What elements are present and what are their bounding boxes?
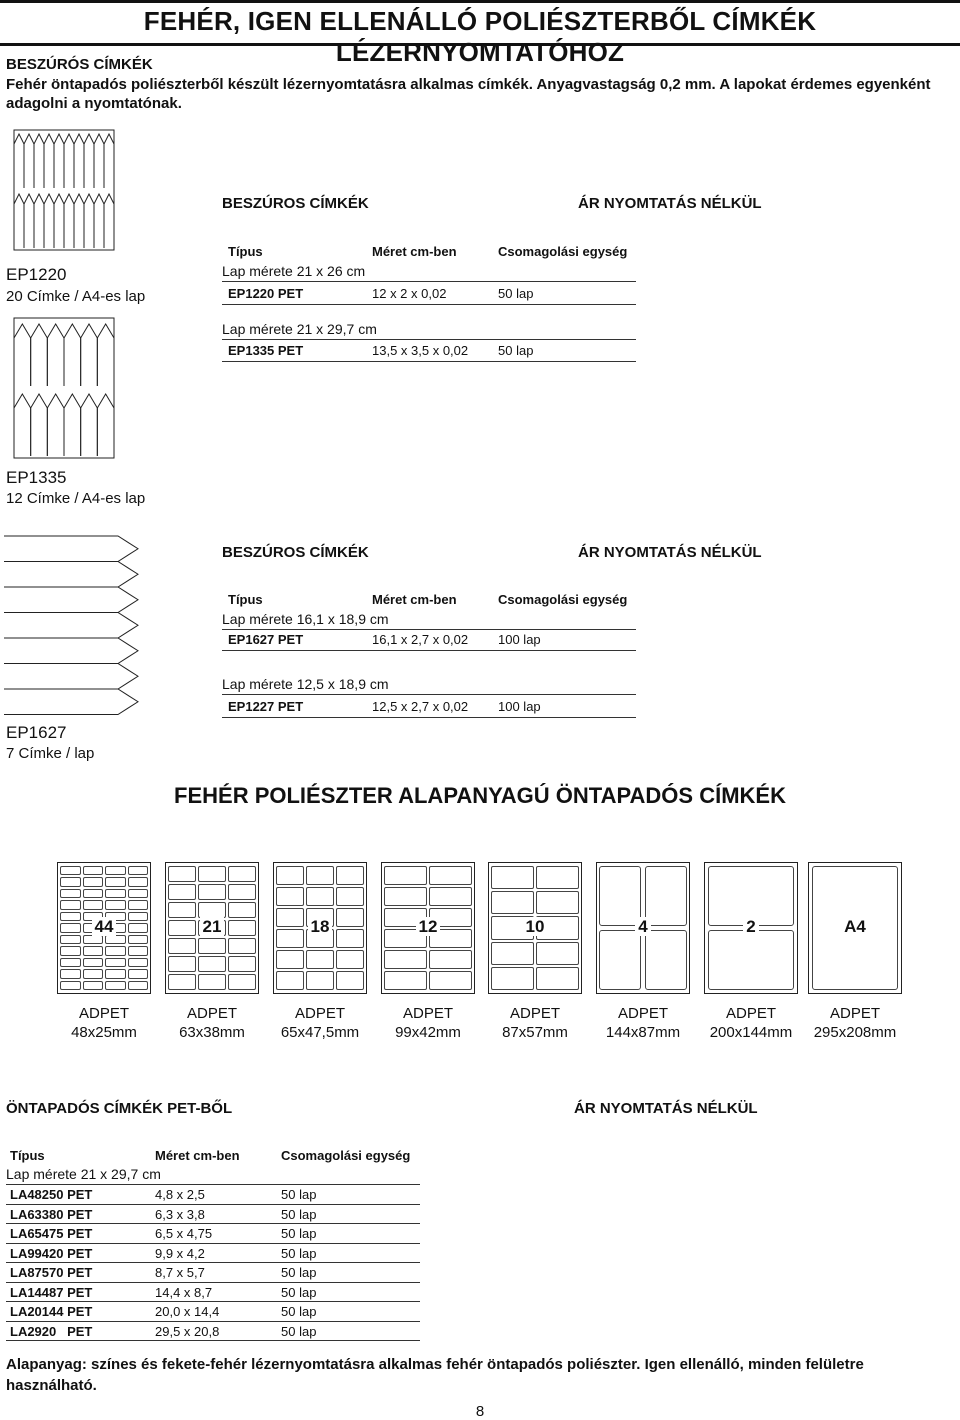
col-type: Típus xyxy=(10,1148,45,1163)
label-cell xyxy=(198,902,226,918)
label-cell xyxy=(60,877,81,886)
label-cell xyxy=(228,884,256,900)
format-name: ADPET xyxy=(294,1005,345,1022)
ep1627-sheet-illustration xyxy=(0,534,150,724)
label-sheet-5 xyxy=(488,862,582,994)
label-cell xyxy=(168,884,196,900)
label-cell xyxy=(306,971,334,990)
label-cell xyxy=(228,938,256,954)
tag-shape xyxy=(4,562,138,588)
section1-price-heading: ÁR NYOMTATÁS NÉLKÜL xyxy=(578,195,762,212)
intro-text: Fehér öntapadós poliészterből készült lézernyomtatásra alkalmas címkék. Anyagvastagság 0,2 mm. A lapokat érdemes egyenként adagolni a nyomtatónak. xyxy=(6,76,931,112)
divider xyxy=(6,1262,420,1263)
label-cell xyxy=(198,956,226,972)
product-size: 8,7 x 5,7 xyxy=(155,1265,205,1280)
label-count-text: 44 xyxy=(92,917,117,936)
label-cell xyxy=(429,950,472,969)
label-cell xyxy=(105,981,126,990)
label-cell xyxy=(384,971,427,990)
label-cell xyxy=(83,877,104,886)
format-name: ADPET xyxy=(617,1005,668,1022)
format-name: ADPET xyxy=(78,1005,129,1022)
sheet-size-note: Lap mérete 12,5 x 18,9 cm xyxy=(222,676,389,692)
tag-shape xyxy=(4,587,138,613)
label-cell xyxy=(384,866,427,885)
divider xyxy=(6,1301,420,1302)
format-size: 200x144mm xyxy=(709,1024,793,1041)
label-cell xyxy=(276,866,304,885)
section3-price-heading: ÁR NYOMTATÁS NÉLKÜL xyxy=(574,1100,758,1117)
label-cell xyxy=(536,942,579,965)
label-cell xyxy=(128,866,149,875)
label-sheet-1 xyxy=(57,862,151,994)
product-size: 20,0 x 14,4 xyxy=(155,1304,220,1319)
label-count xyxy=(162,917,262,937)
label-cell xyxy=(60,958,81,967)
label-cell xyxy=(105,900,126,909)
divider xyxy=(6,1340,420,1341)
ep1335-name: EP1335 xyxy=(6,468,67,487)
label-cell xyxy=(60,946,81,955)
label-count-text: 12 xyxy=(416,917,441,936)
format-name: ADPET xyxy=(509,1005,560,1022)
label-cell xyxy=(168,956,196,972)
divider xyxy=(222,717,636,718)
label-sheet-2 xyxy=(165,862,259,994)
product-size: 6,3 x 3,8 xyxy=(155,1206,205,1222)
product-code: EP1627 PET xyxy=(228,632,304,647)
label-cell xyxy=(306,866,334,885)
product-code: LA48250 PET xyxy=(10,1187,93,1202)
product-code: EP1220 PET xyxy=(228,286,304,301)
section3-heading: ÖNTAPADÓS CÍMKÉK PET-BŐL xyxy=(6,1100,233,1117)
col-size: Méret cm-ben xyxy=(155,1148,240,1163)
label-cell xyxy=(306,887,334,906)
label-cell xyxy=(708,930,794,990)
label-cell xyxy=(83,889,104,898)
footer-note: Alapanyag: színes és fekete-fehér lézernyomtatásra alkalmas fehér öntapadós poliészter. Igen ellenálló, minden felületre használható. xyxy=(6,1356,864,1394)
label-cell xyxy=(198,974,226,990)
label-cell xyxy=(60,866,81,875)
product-pack: 50 lap xyxy=(498,286,534,301)
product-size: 9,9 x 4,2 xyxy=(155,1245,205,1261)
product-code: LA99420 PET xyxy=(10,1245,93,1261)
label-cell xyxy=(168,938,196,954)
label-cell xyxy=(60,981,81,990)
ep1220-sub: 20 Címke / A4-es lap xyxy=(6,288,146,305)
page-title: FEHÉR, IGEN ELLENÁLLÓ POLIÉSZTERBŐL CÍMKÉK LÉZERNYOMTATÓHOZ xyxy=(143,6,817,67)
product-pack: 50 lap xyxy=(281,1284,317,1300)
label-cell xyxy=(429,887,472,906)
section1-heading: BESZÚROS CÍMKÉK xyxy=(222,195,369,212)
product-pack: 50 lap xyxy=(281,1323,317,1339)
divider xyxy=(222,694,636,695)
label-sheet-6 xyxy=(596,862,690,994)
label-cell xyxy=(83,981,104,990)
product-code: EP1227 PET xyxy=(228,699,304,714)
label-cell xyxy=(336,971,364,990)
divider xyxy=(222,339,636,340)
format-size: 295x208mm xyxy=(813,1024,897,1041)
product-code: LA63380 PET xyxy=(10,1206,93,1222)
ep1627-sub: 7 Címke / lap xyxy=(6,745,95,762)
label-sheet-3 xyxy=(273,862,367,994)
product-pack: 50 lap xyxy=(281,1265,317,1280)
label-cell xyxy=(128,889,149,898)
divider xyxy=(222,650,636,651)
label-cell xyxy=(83,958,104,967)
tag-shape xyxy=(4,689,138,715)
label-cell xyxy=(429,971,472,990)
label-cell xyxy=(105,958,126,967)
ep1220-name: EP1220 xyxy=(6,265,67,284)
label-cell xyxy=(336,950,364,969)
format-caption xyxy=(480,1004,590,1042)
format-caption xyxy=(157,1004,267,1042)
tag-shape xyxy=(4,664,138,690)
divider xyxy=(222,361,636,362)
format-name: ADPET xyxy=(402,1005,453,1022)
label-cell xyxy=(276,971,304,990)
label-cell xyxy=(128,958,149,967)
divider xyxy=(6,1223,420,1224)
label-cell xyxy=(60,969,81,978)
format-name: ADPET xyxy=(725,1005,776,1022)
label-cell xyxy=(83,969,104,978)
label-cell xyxy=(228,866,256,882)
label-count xyxy=(378,917,478,937)
product-code: LA87570 PET xyxy=(10,1265,93,1280)
product-pack: 100 lap xyxy=(498,632,541,647)
label-cell xyxy=(128,969,149,978)
format-caption xyxy=(265,1004,375,1042)
product-pack: 100 lap xyxy=(498,699,541,714)
section2-heading: BESZÚROS CÍMKÉK xyxy=(222,544,369,561)
col-size: Méret cm-ben xyxy=(372,244,457,259)
sheet-size-note: Lap mérete 21 x 29,7 cm xyxy=(222,321,377,337)
label-cell xyxy=(384,887,427,906)
divider xyxy=(6,1243,420,1244)
page-number: 8 xyxy=(475,1403,485,1420)
label-cell xyxy=(536,967,579,990)
format-caption xyxy=(588,1004,698,1042)
sheet-size-note: Lap mérete 21 x 26 cm xyxy=(222,263,366,279)
divider xyxy=(6,1282,420,1283)
ep1627-name: EP1627 xyxy=(6,723,67,742)
label-cell xyxy=(336,866,364,885)
product-size: 13,5 x 3,5 x 0,02 xyxy=(372,343,469,358)
label-cell xyxy=(491,866,534,889)
format-size: 87x57mm xyxy=(502,1024,568,1041)
label-cell xyxy=(536,866,579,889)
product-size: 29,5 x 20,8 xyxy=(155,1323,220,1339)
col-pack: Csomagolási egység xyxy=(281,1148,411,1163)
label-cell xyxy=(336,887,364,906)
label-cell xyxy=(83,866,104,875)
label-sheet-7 xyxy=(704,862,798,994)
divider xyxy=(222,281,636,282)
divider xyxy=(6,1321,420,1322)
label-count xyxy=(270,917,370,937)
formats-title: FEHÉR POLIÉSZTER ALAPANYAGÚ ÖNTAPADÓS CÍMKÉK xyxy=(174,783,786,808)
label-cell xyxy=(60,889,81,898)
label-cell xyxy=(228,974,256,990)
intro-heading: BESZÚRÓS CÍMKÉK xyxy=(6,56,153,73)
label-count-text: 2 xyxy=(743,917,758,936)
label-cell xyxy=(168,902,196,918)
format-name: ADPET xyxy=(829,1005,880,1022)
label-cell xyxy=(105,969,126,978)
label-cell xyxy=(128,946,149,955)
label-count-text: 18 xyxy=(308,917,333,936)
tag-shape xyxy=(4,613,138,639)
label-count xyxy=(805,917,905,937)
format-caption xyxy=(373,1004,483,1042)
tag-shape xyxy=(4,638,138,664)
label-cell xyxy=(276,950,304,969)
label-count xyxy=(593,917,693,937)
label-cell xyxy=(276,887,304,906)
product-code: LA14487 PET xyxy=(10,1284,93,1300)
label-cell xyxy=(599,930,641,990)
divider xyxy=(222,304,636,305)
label-count-text: 4 xyxy=(635,917,650,936)
label-cell xyxy=(198,938,226,954)
label-cell xyxy=(429,866,472,885)
label-cell xyxy=(306,950,334,969)
label-cell xyxy=(384,950,427,969)
label-cell xyxy=(228,902,256,918)
label-cell xyxy=(128,877,149,886)
format-size: 65x47,5mm xyxy=(280,1024,360,1041)
format-size: 48x25mm xyxy=(71,1024,137,1041)
label-cell xyxy=(128,981,149,990)
label-cell xyxy=(536,891,579,914)
label-cell xyxy=(491,967,534,990)
divider xyxy=(6,1184,420,1185)
divider xyxy=(222,629,636,630)
label-cell xyxy=(60,900,81,909)
col-size: Méret cm-ben xyxy=(372,592,457,607)
label-cell xyxy=(105,889,126,898)
col-type: Típus xyxy=(228,592,263,607)
format-caption xyxy=(696,1004,806,1042)
product-size: 12 x 2 x 0,02 xyxy=(372,286,447,301)
product-code: EP1335 PET xyxy=(228,343,304,358)
format-size: 99x42mm xyxy=(395,1024,461,1041)
label-count-text: A4 xyxy=(841,917,869,936)
label-cell xyxy=(105,877,126,886)
label-count xyxy=(701,917,801,937)
format-name: ADPET xyxy=(186,1005,237,1022)
product-pack: 50 lap xyxy=(498,343,534,358)
product-code: LA65475 PET xyxy=(10,1226,93,1241)
format-size: 144x87mm xyxy=(605,1024,681,1041)
product-code: LA2920 PET xyxy=(10,1323,93,1339)
product-size: 4,8 x 2,5 xyxy=(155,1187,205,1202)
label-sheet-4 xyxy=(381,862,475,994)
sheet-size-note: Lap mérete 16,1 x 18,9 cm xyxy=(222,611,389,627)
product-size: 6,5 x 4,75 xyxy=(155,1226,213,1241)
product-code: LA20144 PET xyxy=(10,1304,93,1319)
product-size: 14,4 x 8,7 xyxy=(155,1284,213,1300)
label-count xyxy=(485,917,585,937)
format-size: 63x38mm xyxy=(179,1024,245,1041)
label-sheet-8 xyxy=(808,862,902,994)
label-cell xyxy=(105,946,126,955)
label-cell xyxy=(198,866,226,882)
product-size: 12,5 x 2,7 x 0,02 xyxy=(372,699,469,714)
label-cell xyxy=(491,891,534,914)
format-caption xyxy=(49,1004,159,1042)
col-type: Típus xyxy=(228,244,263,259)
label-count xyxy=(54,917,154,937)
label-count-text: 21 xyxy=(200,917,225,936)
label-cell xyxy=(105,866,126,875)
label-cell xyxy=(128,900,149,909)
label-count-text: 10 xyxy=(523,917,548,936)
format-caption xyxy=(800,1004,910,1042)
label-cell xyxy=(198,884,226,900)
label-cell xyxy=(168,866,196,882)
product-pack: 50 lap xyxy=(281,1304,317,1319)
label-cell xyxy=(491,942,534,965)
col-pack: Csomagolási egység xyxy=(498,592,628,607)
divider xyxy=(6,1204,420,1205)
label-cell xyxy=(83,900,104,909)
product-pack: 50 lap xyxy=(281,1206,317,1222)
label-cell xyxy=(228,956,256,972)
product-pack: 50 lap xyxy=(281,1245,317,1261)
product-pack: 50 lap xyxy=(281,1187,317,1202)
label-cell xyxy=(83,946,104,955)
label-cell xyxy=(168,974,196,990)
sheet-size-note: Lap mérete 21 x 29,7 cm xyxy=(6,1166,161,1182)
label-cell xyxy=(645,930,687,990)
product-size: 16,1 x 2,7 x 0,02 xyxy=(372,632,469,647)
ep1335-sub: 12 Címke / A4-es lap xyxy=(6,490,146,507)
section2-price-heading: ÁR NYOMTATÁS NÉLKÜL xyxy=(578,544,762,561)
product-pack: 50 lap xyxy=(281,1226,317,1241)
col-pack: Csomagolási egység xyxy=(498,244,628,259)
tag-shape xyxy=(4,536,138,562)
